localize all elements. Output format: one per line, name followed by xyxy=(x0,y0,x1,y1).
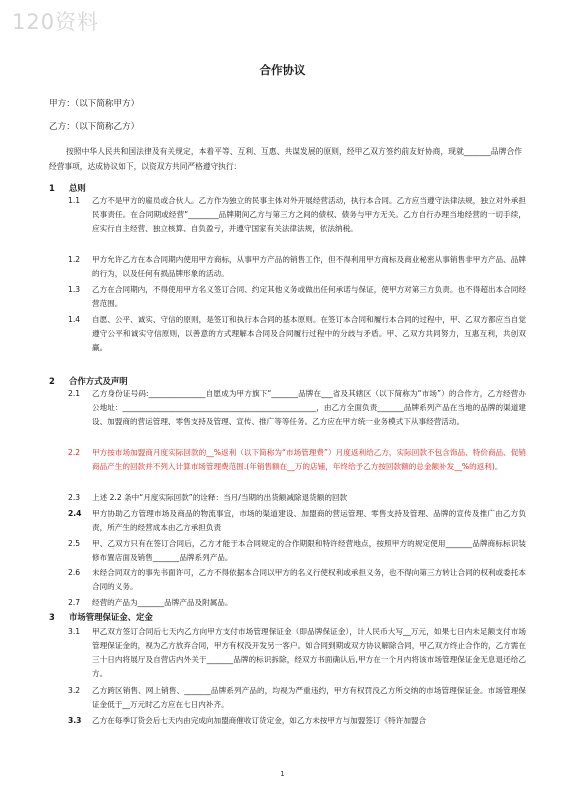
clause xyxy=(68,537,526,565)
clause-text: 乙方在每季订货会后七天内由完成向加盟商催收订货定金，如乙方未按甲方与加盟签订《特许加盟合 xyxy=(92,716,427,725)
section-heading xyxy=(49,182,86,194)
clause-number: 1.4 xyxy=(68,315,81,324)
clause xyxy=(68,491,526,505)
clause xyxy=(68,684,526,712)
clause-number: 2.3 xyxy=(68,493,81,502)
clause-highlighted xyxy=(68,446,526,474)
clause-number: 2.4 xyxy=(68,509,82,518)
clause xyxy=(68,313,526,355)
page-number: 1 xyxy=(280,770,285,778)
clause xyxy=(68,283,526,311)
clause-text: 上述 2.2 条中“月度实际回款”的诠释：当月/当期的出货额减除退货额的回款 xyxy=(92,493,348,502)
clause-text: 甲方协助乙方管理市场及商品的物流事宜，市场的渠道建设、加盟商的营运管理、零售支持及管理、品牌的宣传及推广由乙方负责，所产生的经营成本由乙方承担负责 xyxy=(92,509,526,532)
clause-number: 1.1 xyxy=(68,196,81,205)
clause-text: 乙方在合同期内，不得使用甲方名义签订合同、约定其他义务或做出任何承诺与保证，使甲方对第三方负责。也不得超出本合同经营范围。 xyxy=(92,285,526,308)
intro-paragraph: 按照中华人民共和国法律及有关规定，本着平等、互利、互惠、共谋发展的原则，经甲乙双方签约前友好协商，现就_______品牌合作经营事项，达成协议如下，以资双方共同严格遵守执行： xyxy=(49,147,522,171)
clause xyxy=(68,387,526,429)
clause xyxy=(68,566,526,594)
clause-number: 2.2 xyxy=(68,448,81,457)
clause-text: 甲方允许乙方在本合同期内使用甲方商标，从事甲方产品的销售工作，但不得利用甲方商标及商业秘密从事销售非甲方产品、品牌的行为，以及任何有损品牌形象的活动。 xyxy=(92,255,526,278)
party-b-line: 乙方：（以下简称乙方） xyxy=(49,122,140,132)
section-title: 市场管理保证金、定金 xyxy=(69,612,153,622)
section-heading xyxy=(49,375,128,387)
clause-text: 甲乙双方签订合同后七天内乙方向甲方支付市场管理保证金（即品牌保证金），计人民币大写__万元，如果七日内未足额支付市场管理保证金的，视为乙方放弃合同，甲方有权没开发另一客户。如合同到期或双方协议解除合同，甲乙双方终止合作的，乙方需在三十日内将展厅及自营店内外关于_______品牌的标识拆除，经双方书面确认后,甲方在一个月内将该市场管理保证金无息退还给乙方。 xyxy=(92,627,526,678)
clause-text: 乙方跨区销售、网上销售、_______品牌系列产品的，均视为严重违约，甲方有权罚没乙方所交纳的市场管理保证金。市场管理保证金低于__万元时乙方应在七日内补齐。 xyxy=(92,686,526,709)
clause xyxy=(68,625,526,681)
clause xyxy=(68,714,526,728)
clause xyxy=(68,253,526,281)
clause-number: 2.7 xyxy=(68,598,81,607)
clause-number: 3.3 xyxy=(68,716,82,725)
section-title: 总则 xyxy=(69,183,86,193)
clause-number: 3.2 xyxy=(68,686,81,695)
document-title: 合作协议 xyxy=(259,63,306,77)
section-number: 2 xyxy=(49,376,55,386)
clause-text: 经营的产品为_______品牌产品及附属品。 xyxy=(92,598,233,607)
clause-number: 3.1 xyxy=(68,627,81,636)
section-number: 3 xyxy=(49,612,55,622)
clause-text: 乙方身份证号码:_______________自愿成为甲方旗下“_______品牌在___省及其辖区（以下简称为“市场”）的合作方，乙方经营办公地址：___________________________________________________，由乙方全面负责_______品牌系列产品在当地的品牌的渠道建设、加盟商的营运管理、零售支持及管理、宣传、推广等等任务。乙方应在甲方统一业务模式下从事经营活动。 xyxy=(92,389,526,426)
clause-text: 乙方不是甲方的雇员或合伙人。乙方作为独立的民事主体对外开展经营活动，执行本合同。乙方应当遵守法律法规，独立对外承担民事责任。在合同期或经营“________品牌期间乙方与第三方之间的债权、债务与甲方无关。乙方自行办理当地经营的一切手续，应实行自主经营、独立核算、自负盈亏，并遵守国家有关法律法规，依法纳税。 xyxy=(92,196,526,233)
clause-number: 1.3 xyxy=(68,285,81,294)
clause-number: 2.1 xyxy=(68,389,81,398)
clause xyxy=(68,194,526,236)
section-title: 合作方式及声明 xyxy=(69,376,128,386)
clause-text: 甲、乙双方只有在签订合同后，乙方才能于本合同规定的合作期限和特许经营地点，按照甲方的规定使用_______品牌商标标识装修布置店面及销售_______品牌系列产品。 xyxy=(92,539,526,562)
party-a-line: 甲方：（以下简称甲方） xyxy=(49,99,140,109)
clause-text: 未经合同双方的事先书面许可，乙方不得依据本合同以甲方的名义行使权利或承担义务，也不得向第三方转让合同的权利或委托本合同的义务。 xyxy=(92,568,526,591)
section-number: 1 xyxy=(49,183,55,193)
clause-text: 自愿、公平、诚实、守信的原则，是签订和执行本合同的基本原则。在签订本合同和履行本合同的过程中，甲、乙双方都应当自觉遵守公平和诚实守信原则，以善意的方式理解本合同及合同履行过程中的分歧与矛盾。甲、乙双方共同努力，互惠互利，共创双赢。 xyxy=(92,315,526,352)
watermark: 120资料 xyxy=(12,10,100,34)
clause-number: 1.2 xyxy=(68,255,81,264)
clause-text: 甲方按市场加盟商月度实际回款的__%返利（以下简称为“市场管理费”）月度返利给乙方，实际回款不包含饰品、特价商品、促销商品产生的回款并不列入计算市场管理费范围.(年销售额在__万的店铺，年终给予乙方按回款额的总金额补发__%的返利)。 xyxy=(92,448,526,471)
section-heading xyxy=(49,611,153,623)
clause-number: 2.5 xyxy=(68,539,81,548)
clause-number: 2.6 xyxy=(68,568,81,577)
clause xyxy=(68,596,526,610)
clause xyxy=(68,507,526,535)
